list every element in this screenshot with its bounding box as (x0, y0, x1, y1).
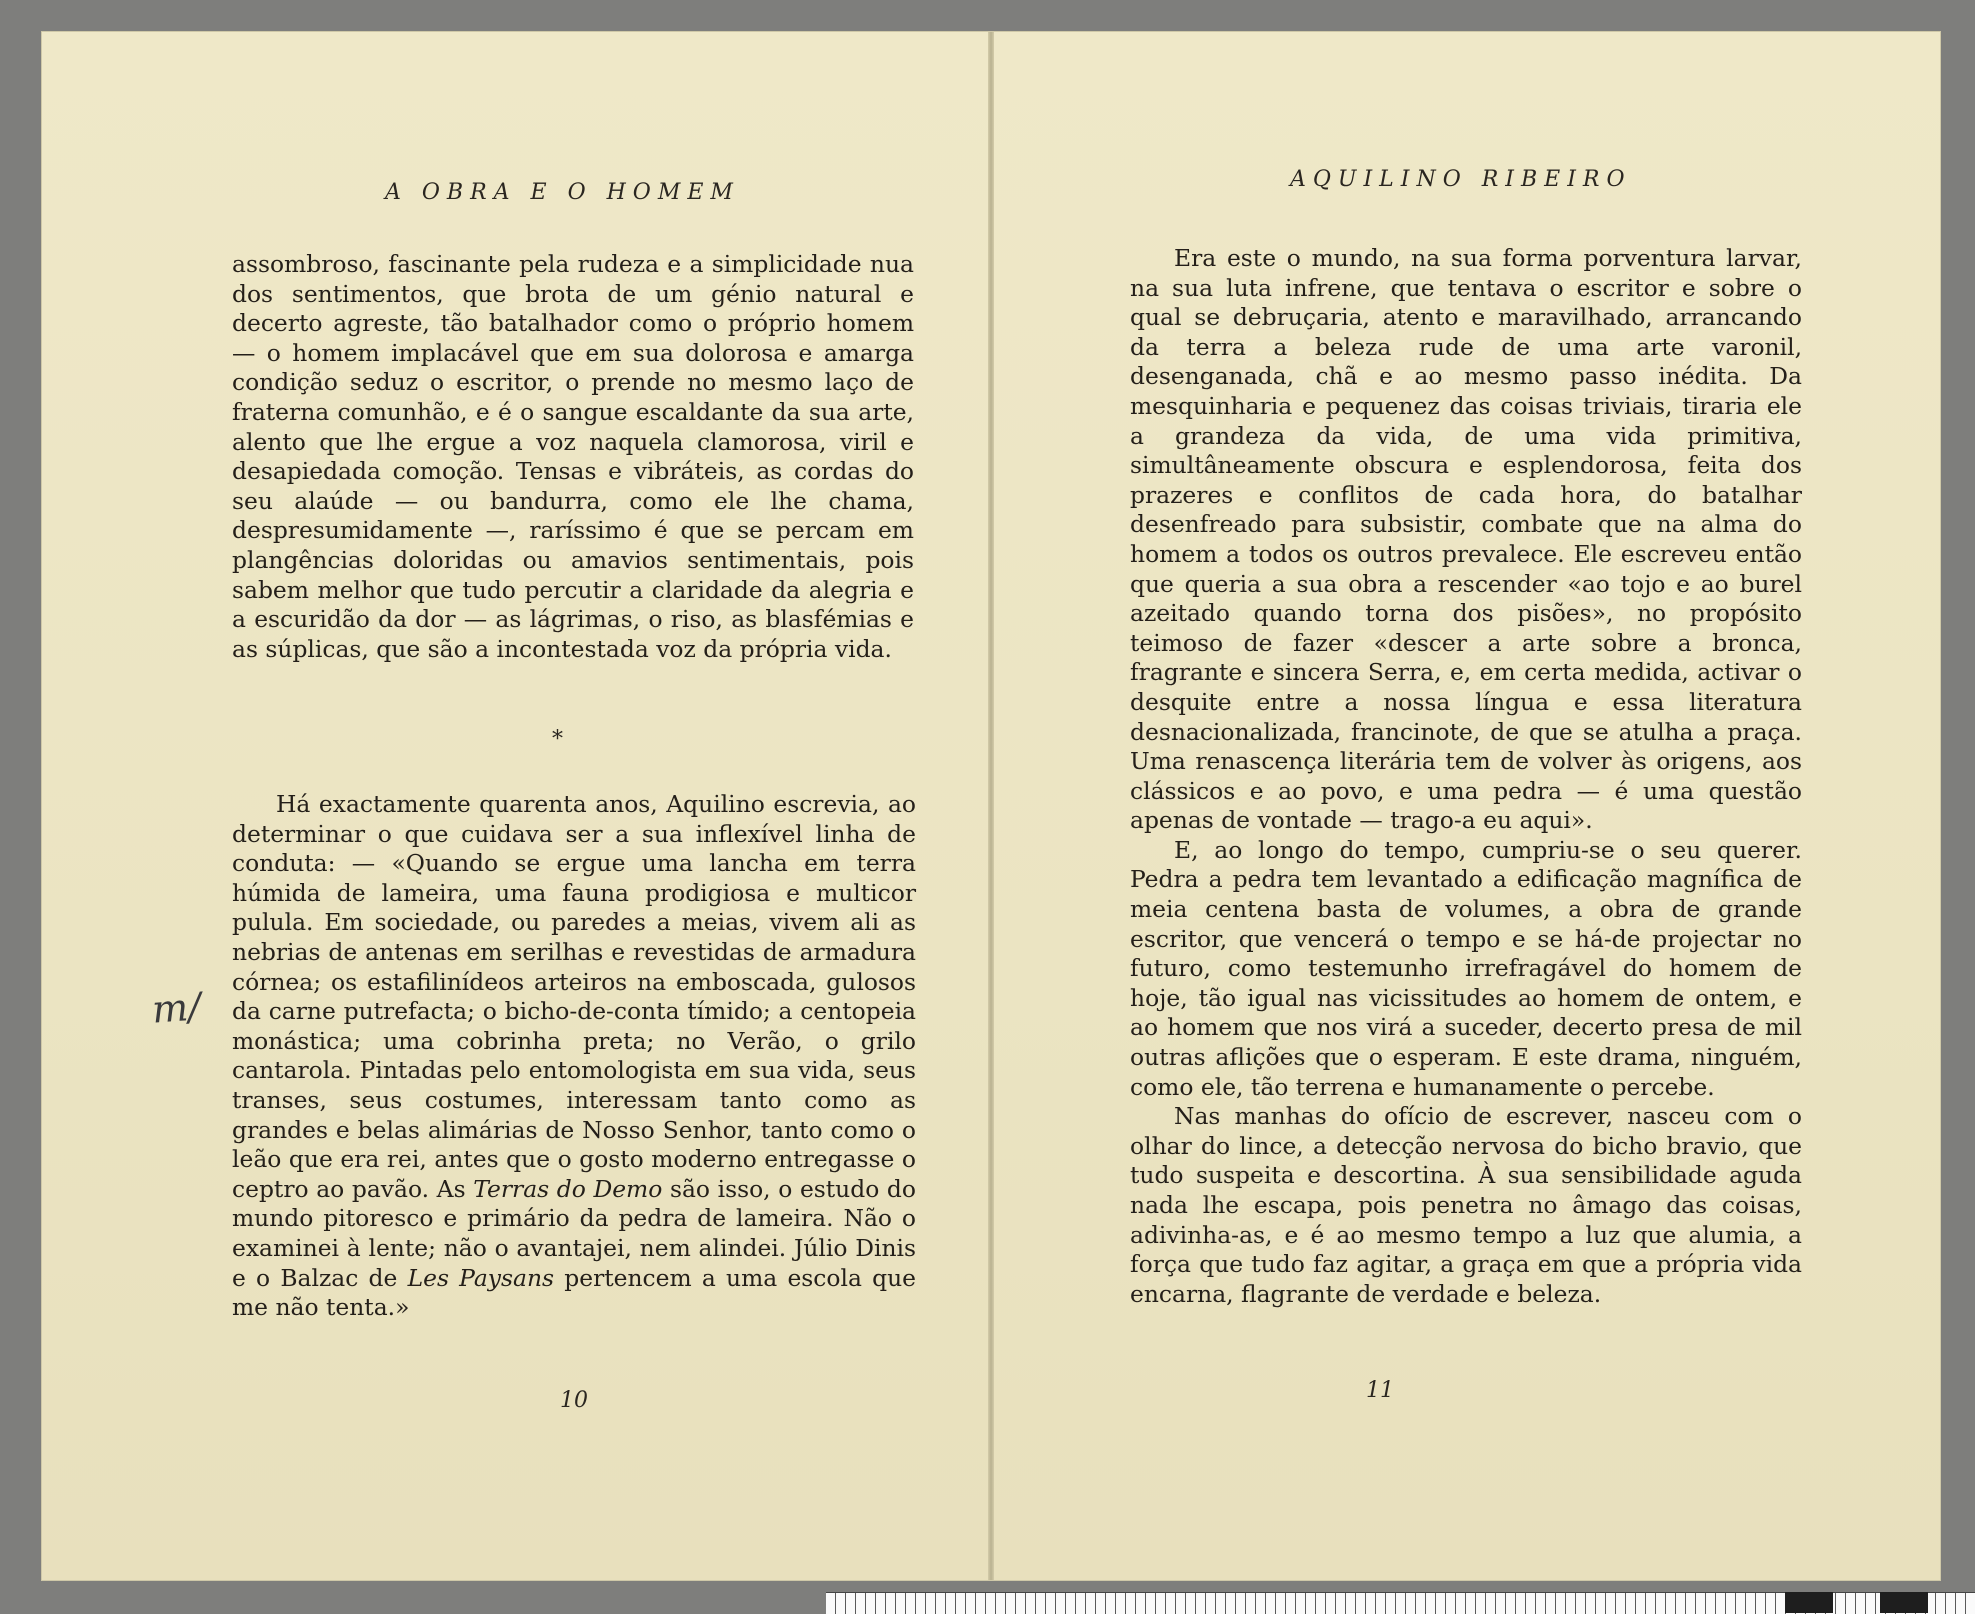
quote-text-2: são isso, o estudo do mundo pitoresco e primário da pedra de lameira. Não o examinei à lente; não o avantajei, nem alindei. Júlio Dinis e o Balzac de (232, 1174, 916, 1292)
book-title-terras-do-demo: Terras do Demo (473, 1174, 663, 1203)
left-page (42, 32, 988, 1580)
left-quotation-paragraph (232, 790, 916, 1323)
right-running-head: AQUILINO RIBEIRO (1290, 167, 1632, 192)
ruler-black-segment (1880, 1592, 1928, 1613)
book-spread (42, 32, 1940, 1580)
handwritten-margin-note: m/ (150, 984, 203, 1032)
right-paragraph-3: Nas manhas do ofício de escrever, nasceu com o olhar do lince, a detecção nervosa do bicho bravio, que tudo suspeita e descortina. À sua sensibilidade aguda nada lhe escapa, pois penetra no âmago das coisas, adivinha-as, e é ao mesmo tempo a luz que alumia, a força que tudo faz agitar, a graça em que a própria vida encarna, flagrante de verdade e beleza. (1130, 1102, 1802, 1308)
left-running-head: A OBRA E O HOMEM (385, 180, 740, 205)
right-page-number: 11 (1366, 1378, 1394, 1403)
right-page (994, 32, 1940, 1580)
quote-text-1: Há exactamente quarenta anos, Aquilino escrevia, ao determinar o que cuidava ser a sua inflexível linha de conduta: — «Quando se ergue uma lancha em terra húmida de lameira, uma fauna prodigiosa e multicor pulula. Em sociedade, ou paredes a meias, vivem ali as nebrias de antenas em serilhas e revestidas de armadura córnea; os estafilinídeos arteiros na emboscada, gulosos da carne putrefacta; o bicho-de-conta tímido; a centopeia monástica; uma cobrinha preta; no Verão, o grilo cantarola. Pintadas pelo entomologista em sua vida, seus transes, seus costumes, interessam tanto como as grandes e belas alimárias de Nosso Senhor, tanto como o leão que era rei, antes que o gosto moderno entregasse o ceptro ao pavão. As (232, 790, 916, 1203)
right-page-body (1130, 244, 1802, 1309)
ruler-black-segment (1785, 1592, 1833, 1613)
left-paragraph-continued: assombroso, fascinante pela rudeza e a simplicidade nua dos sentimentos, que brota de um génio natural e decerto agreste, tão batalhador como o próprio homem — o homem implacável que em sua dolorosa e amarga condição seduz o escritor, o prende no mesmo laço de fraterna comunhão, e é o sangue escaldante da sua arte, alento que lhe ergue a voz naquela clamorosa, viril e desapiedada comoção. Tensas e vibráteis, as cordas do seu alaúde — ou bandurra, como ele lhe chama, despresumidamente —, raríssimo é que se percam em plangências doloridas ou amavios sentimentais, pois sabem melhor que tudo percutir a claridade da alegria e a escuridão da dor — as lágrimas, o riso, as blasfémias e as súplicas, que são a incontestada voz da própria vida. (232, 250, 914, 663)
book-title-les-paysans: Les Paysans (407, 1263, 555, 1292)
left-page-number: 10 (560, 1388, 588, 1413)
right-paragraph-1: Era este o mundo, na sua forma porventura larvar, na sua luta infrene, que tentava o escritor e sobre o qual se debruçaria, atento e maravilhado, arrancando da terra a beleza rude de uma arte varonil, desenganada, chã e ao mesmo passo inédita. Da mesquinharia e pequenez das coisas triviais, tiraria ele a grandeza da vida, de uma vida primitiva, simultâneamente obscura e esplendorosa, feita dos prazeres e conflitos de cada hora, do batalhar desenfreado para subsistir, combate que na alma do homem a todos os outros prevalece. Ele escreveu então que queria a sua obra a rescender «ao tojo e ao burel azeitado quando torna dos pisões», no propósito teimoso de fazer «descer a arte sobre a bronca, fragrante e sincera Serra, e, em certa medida, activar o desquite entre a nossa língua e essa literatura desnacionalizada, francinote, de que se atulha a praça. Uma renascença literária tem de volver às origens, aos clássicos e ao povo, e uma pedra — é uma questão apenas de vontade — trago-a eu aqui». (1130, 244, 1802, 835)
quote-text-3: pertencem a uma escola que me não tenta.» (232, 1263, 917, 1322)
right-paragraph-2: E, ao longo do tempo, cumpriu-se o seu querer. Pedra a pedra tem levantado a edificação magnífica de meia centena basta de volumes, a obra de grande escritor, que vencerá o tempo e se há-de projectar no futuro, como testemunho irrefragável do homem de hoje, tão igual nas vicissitudes ao homem de ontem, e ao homem que nos virá a suceder, decerto presa de mil outras aflições que o esperam. E este drama, ninguém, como ele, tão terrena e humanamente o percebe. (1130, 835, 1802, 1101)
section-separator: * (552, 727, 563, 752)
